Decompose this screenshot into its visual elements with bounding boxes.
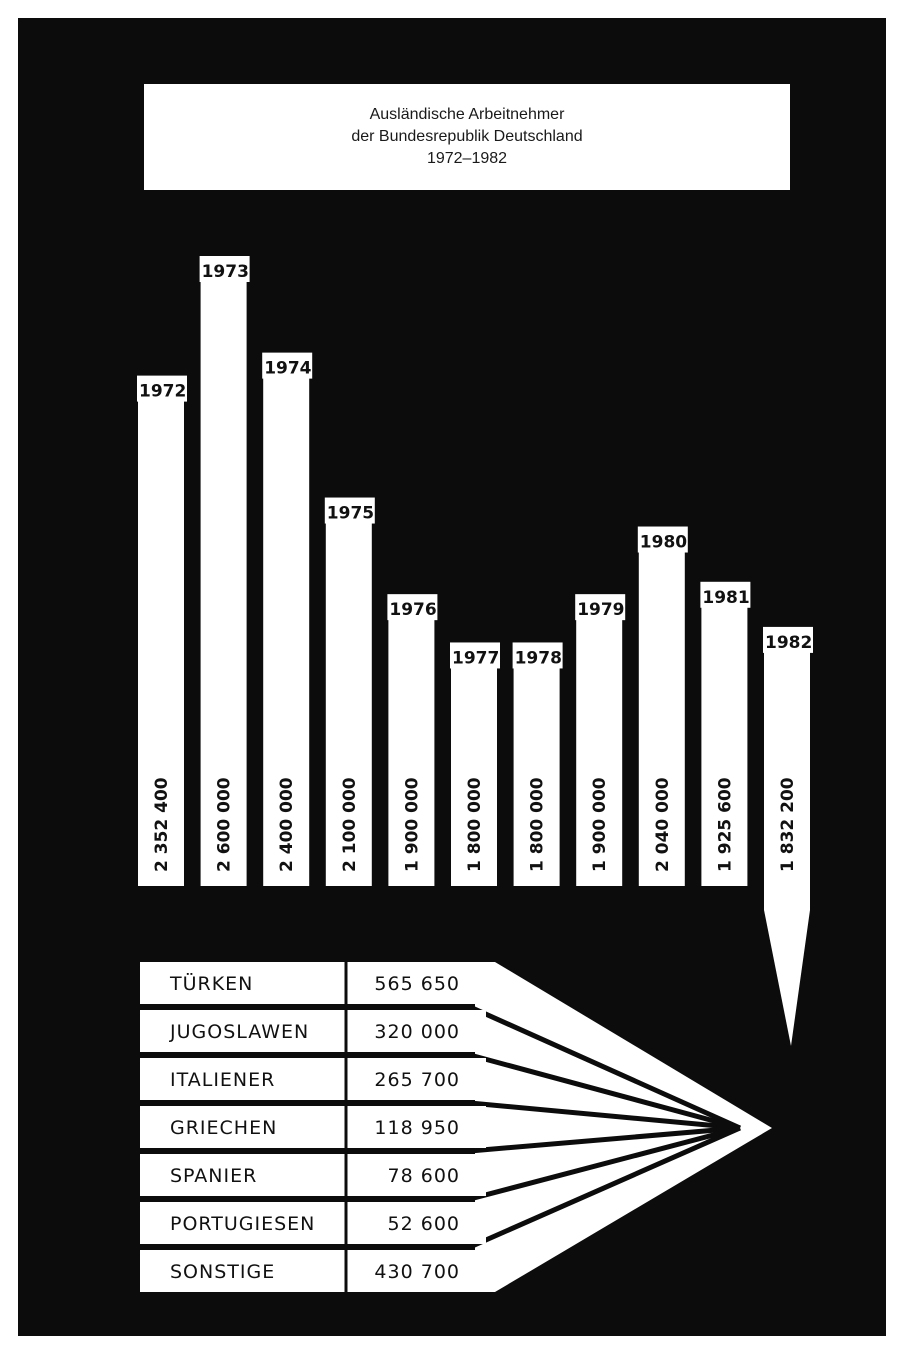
value-label: 1 800 000 bbox=[527, 777, 548, 872]
nationality-label: ITALIENER bbox=[170, 1069, 276, 1091]
bars-group bbox=[137, 256, 813, 1046]
nationality-label: PORTUGIESEN bbox=[170, 1213, 316, 1235]
nationality-table bbox=[140, 962, 486, 1292]
value-label: 2 400 000 bbox=[277, 777, 298, 872]
chart-title-line-1: Ausländische Arbeitnehmer bbox=[369, 106, 565, 123]
value-label: 1 925 600 bbox=[715, 777, 736, 872]
nationality-value: 52 600 bbox=[387, 1213, 460, 1235]
nationality-value: 430 700 bbox=[374, 1261, 460, 1283]
funnel-group bbox=[470, 962, 772, 1292]
nationality-label: SPANIER bbox=[170, 1165, 258, 1187]
nationality-label: GRIECHEN bbox=[170, 1117, 278, 1139]
nationality-label: SONSTIGE bbox=[170, 1261, 276, 1283]
value-label: 2 040 000 bbox=[652, 777, 673, 872]
year-label: 1975 bbox=[326, 503, 375, 524]
year-label: 1979 bbox=[577, 600, 625, 621]
year-label: 1973 bbox=[201, 262, 249, 282]
nationality-value: 265 700 bbox=[374, 1069, 460, 1091]
year-label: 1980 bbox=[639, 532, 688, 553]
chart-title-line-3: 1972–1982 bbox=[426, 150, 508, 167]
nationality-label: TÜRKEN bbox=[170, 973, 254, 995]
year-label: 1977 bbox=[452, 648, 500, 669]
nationality-value: 565 650 bbox=[374, 973, 460, 995]
value-label: 1 800 000 bbox=[465, 777, 485, 872]
value-label: 1 900 000 bbox=[590, 777, 611, 872]
nationality-value: 118 950 bbox=[374, 1117, 460, 1139]
value-label: 2 352 400 bbox=[152, 777, 172, 872]
year-label: 1974 bbox=[264, 358, 312, 379]
nationality-value: 320 000 bbox=[374, 1021, 460, 1043]
value-label: 2 100 000 bbox=[339, 777, 360, 872]
value-label: 2 600 000 bbox=[214, 777, 235, 872]
year-label: 1978 bbox=[514, 648, 562, 669]
value-label: 1 832 200 bbox=[778, 777, 798, 872]
chart-title-line-2: der Bundesrepublik Deutschland bbox=[351, 128, 583, 145]
year-label: 1976 bbox=[389, 600, 437, 621]
nationality-value: 78 600 bbox=[387, 1165, 460, 1187]
year-label: 1982 bbox=[765, 632, 813, 653]
year-label: 1981 bbox=[702, 587, 750, 608]
value-label: 1 900 000 bbox=[402, 777, 423, 872]
nationality-label: JUGOSLAWEN bbox=[170, 1021, 310, 1043]
year-label: 1972 bbox=[139, 381, 187, 402]
